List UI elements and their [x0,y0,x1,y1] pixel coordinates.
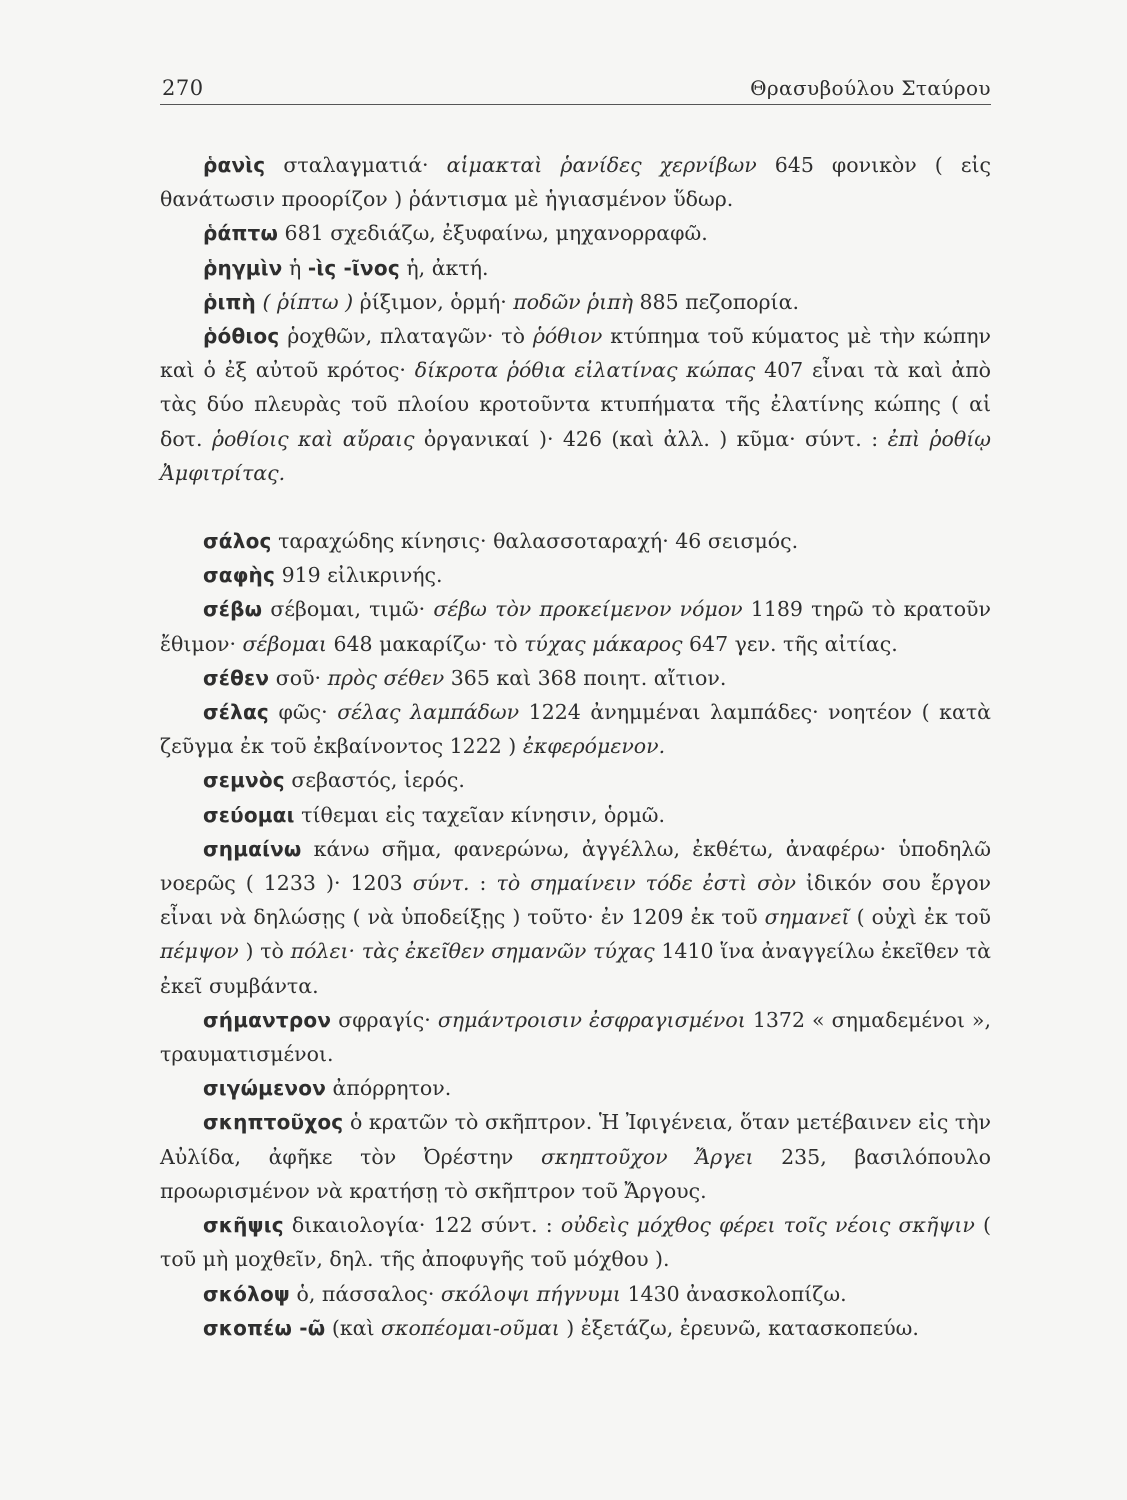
headword: σκηπτοῦχος [203,1110,344,1135]
definition-text: σταλαγματιά· [265,153,447,177]
entry-sebo [160,592,991,660]
definition-text: 647 γεν. τῆς αἰτίας. [682,631,898,656]
definition-text: 648 μακαρίζω· τὸ [326,631,525,656]
headword: σήμαντρον [203,1007,332,1032]
entry-seuomai [160,798,991,832]
entry-rhanis [160,148,991,216]
italic-citation: σημάντροισιν ἐσφραγισμένοι [437,1007,746,1032]
definition-text: 407 εἶναι τὰ καὶ ἀπὸ τὰς δύο πλευρὰς τοῦ πλοίου κροτοῦντα κτυπήματα τῆς ἐλατίνης κώπης ( αἱ δοτ. [160,358,992,451]
running-title: Θρασυβούλου Σταύρου [750,76,991,100]
italic-citation: ἐκφερόμενον. [522,734,666,759]
headword: σημαίνω [203,836,302,861]
headword: σέθεν [203,665,270,690]
definition-text: 645 φονικὸν ( εἰς θανάτωσιν προορίζον ) ῥάντισμα μὲ ἡγιασμένον ὕδωρ. [160,153,991,212]
entry-salos [160,524,991,558]
headword: ῥόθιος [203,324,280,349]
italic-citation: σκόλοψι πήγνυμι [440,1281,621,1306]
definition-text: κάνω σῆμα, φανερώνω, ἀγγέλλω, ἐκθέτω, ἀναφέρω· ὑποδηλῶ νοερῶς ( 1233 )· 1203 [160,836,991,896]
definition-text: σεβαστός, ἱερός. [284,768,465,793]
italic-citation: αἱμακταὶ ῥανίδες χερνίβων [446,153,757,177]
italic-citation: σέλας λαμπάδων [337,700,520,725]
headword: σκόλοψ [203,1281,291,1306]
definition-text: 1410 ἵνα ἀναγγείλω ἐκεῖθεν τὰ ἐκεῖ συμβάντα. [160,939,991,998]
entry-saphes [160,558,991,592]
italic-citation: τὸ σημαίνειν τόδε ἐστὶ σὸν [496,871,796,896]
headword: σεύομαι [203,802,295,827]
definition-text: σοῦ· [269,665,328,690]
definition-text: ἰδικόν σου ἔργον εἶναι νὰ δηλώσῃς ( νὰ ὑποδείξῃς ) τοῦτο· ἐν 1209 ἐκ τοῦ [160,871,992,930]
entry-selas [160,695,991,763]
definition-text: ( οὐχὶ ἐκ τοῦ [849,905,991,930]
headword: σέλας [203,700,269,725]
entry-skopeo [160,1311,991,1345]
definition-text: 1189 τηρῶ τὸ κρατοῦν ἔθιμον· [160,597,991,656]
headword: σάλος [203,529,272,554]
italic-citation: δίκροτα ῥόθια εἰλατίνας κώπας [414,358,756,383]
headword: σέβω [203,597,263,622]
entry-skepsis [160,1208,991,1276]
page-number: 270 [162,76,204,100]
definition-text: 365 καὶ 368 ποιητ. αἴτιον. [444,665,727,690]
page-header [160,76,991,105]
headword: σαφὴς [203,563,276,588]
headword: σεμνὸς [203,768,285,793]
italic-citation: πρὸς σέθεν [327,665,445,690]
italic-citation: σέβομαι [242,631,327,656]
headword: -ὶς -ῖνος [307,255,400,280]
headword: ῥανὶς [203,153,266,177]
italic-citation: σέβω τὸν προκείμενον νόμον [433,597,743,622]
italic-citation: ἐπὶ ῥοθίῳ Ἀμφιτρίτας. [160,426,991,485]
entry-skolops [160,1277,991,1311]
italic-citation: οὐδεὶς μόχθος φέρει τοῖς νέοις σκῆψιν [560,1213,975,1238]
definition-text: ἡ [282,255,308,280]
entry-rhipe [160,285,991,319]
italic-citation: ῥοθίοις καὶ αὔραις [211,426,415,451]
definition-text: κτύπημα τοῦ κύματος μὲ τὴν κώπην καὶ ὁ ἐξ αὐτοῦ κρότος· [160,324,991,383]
headword: σκοπέω -ῶ [203,1315,326,1340]
italic-citation: σκοπέομαι-οῦμαι [381,1315,560,1340]
definition-text: 235, βασιλόπουλο προωρισμένον νὰ κρατήσῃ τὸ σκῆπτρον τοῦ Ἄργους. [160,1144,992,1203]
section-gap [160,490,991,524]
definition-text: ἀπόρρητον. [326,1076,452,1101]
headword: ῥάπτω [203,221,279,246]
italic-citation: τύχας μάκαρος [524,631,683,656]
italic-citation: σκηπτοῦχον Ἄργει [540,1144,754,1169]
definition-text: (καὶ [325,1315,382,1340]
entry-rhothios [160,319,991,490]
definition-text: φῶς· [268,700,338,725]
italic-citation: σημανεῖ [764,905,850,930]
definition-text: ὁ, πάσσαλος· [290,1281,441,1306]
glossary-entries [160,148,991,1345]
definition-text: σέβομαι, τιμῶ· [262,597,434,622]
entry-rhegmin [160,251,991,285]
definition-text: 1372 « σημαδεμένοι », τραυματισμένοι. [160,1007,991,1067]
italic-citation: πόλει· τὰς ἐκεῖθεν σημανῶν τύχας [290,939,655,964]
definition-text: ῥοχθῶν, πλαταγῶν· τὸ [279,324,533,349]
italic-citation: ῥόθιον [532,324,603,349]
entry-semnos [160,763,991,797]
definition-text: ταραχώδης κίνησις· θαλασσοταραχή· 46 σεισμός. [271,529,799,554]
definition-text: 681 σχεδιάζω, ἐξυφαίνω, μηχανορραφῶ. [278,221,708,246]
entry-skeptouchos [160,1105,991,1208]
definition-text: 885 πεζοπορία. [632,289,799,314]
entry-semantron [160,1003,991,1071]
definition-text: 919 εἰλικρινής. [275,563,443,588]
entry-sigomenon [160,1071,991,1105]
definition-text: ) τὸ [238,939,291,964]
definition-text: : [469,871,497,896]
definition-text: ῥίξιμον, ὁρμή· [353,289,514,314]
italic-citation: πέμψον [160,939,239,964]
definition-text: 1430 ἀνασκολοπίζω. [620,1281,847,1306]
italic-citation: ποδῶν ῥιπὴ [513,289,633,314]
definition-text: ἡ, ἀκτή. [399,255,489,280]
italic-citation: σύντ. [412,871,470,896]
headword: σιγώμενον [203,1076,327,1101]
definition-text: δικαιολογία· 122 σύντ. : [283,1213,561,1238]
definition-text: σφραγίς· [331,1007,438,1032]
headword: σκῆψις [203,1213,284,1238]
entry-rhapto [160,216,991,250]
headword: ῥηγμὶν [203,255,283,280]
headword: ῥιπὴ [203,289,256,314]
definition-text: ὁ κρατῶν τὸ σκῆπτρον. Ἡ Ἰφιγένεια, ὅταν μετέβαινεν εἰς τὴν Αὐλίδα, ἀφῆκε τὸν Ὀρέστην [160,1110,991,1169]
entry-semaino [160,832,991,1003]
entry-sethen [160,661,991,695]
definition-text: ὀργανικαί )· 426 (καὶ ἀλλ. ) κῦμα· σύντ. : [414,426,888,451]
definition-text: ( τοῦ μὴ μοχθεῖν, δηλ. τῆς ἀποφυγῆς τοῦ μόχθου ). [160,1213,991,1272]
italic-citation: ( ῥίπτω ) [255,289,354,314]
definition-text: ) ἐξετάζω, ἐρευνῶ, κατασκοπεύω. [559,1315,919,1340]
definition-text: τίθεμαι εἰς ταχεῖαν κίνησιν, ὁρμῶ. [294,802,666,827]
definition-text: 1224 ἀνημμέναι λαμπάδες· νοητέον ( κατὰ ζεῦγμα ἐκ τοῦ ἐκβαίνοντος 1222 ) [160,700,992,759]
